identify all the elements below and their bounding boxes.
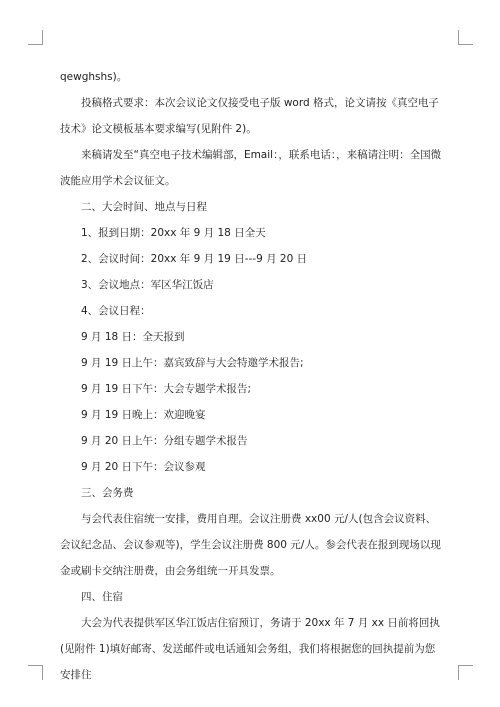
section-heading: 三、会务费 (81, 487, 134, 499)
crop-mark-top-right (458, 30, 473, 45)
schedule-item: 9 月 19 日晚上：欢迎晚宴 (81, 409, 206, 421)
schedule-item: 9 月 19 日上午：嘉宾致辞与大会特邀学术报告; (81, 357, 304, 369)
schedule-item: 9 月 20 日上午：分组专题学术报告 (81, 435, 248, 447)
paragraph: 来稿请发至“真空电子技术编辑部，Email：，联系电话：，来稿请注明：全国微波能应用学术会议征文。 (60, 149, 442, 187)
schedule-item: 9 月 19 日下午：大会专题学术报告; (81, 383, 252, 395)
schedule-item: 9 月 20 日下午：会议参观 (81, 461, 206, 473)
paragraph: 大会为代表提供军区华江饭店住宿预订，务请于 20xx 年 7 月 xx 日前将回执(见附件 1)填好邮寄、发送邮件或电话通知会务组，我们将根据您的回执提前为您安排住 (60, 617, 440, 681)
section-heading: 四、住宿 (81, 591, 123, 603)
schedule-item: 9 月 18 日：全天报到 (81, 331, 185, 343)
list-item: 1、报到日期：20xx 年 9 月 18 日全天 (81, 227, 266, 239)
crop-mark-bottom-right (458, 665, 473, 680)
crop-mark-top-left (28, 30, 43, 45)
list-item: 2、会议时间：20xx 年 9 月 19 日---9 月 20 日 (81, 253, 308, 265)
list-item: 4、会议日程： (81, 305, 151, 317)
paragraph: 与会代表住宿统一安排，费用自理。会议注册费 xx00 元/人(包含会议资料、会议纪念品、会议参观等)，学生会议注册费 800 元/人。参会代表在报到现场以现金或刷卡交纳注册费，由会务组统一开具发票。 (60, 513, 441, 577)
crop-mark-bottom-left (28, 665, 43, 680)
section-heading: 二、大会时间、地点与日程 (81, 201, 207, 213)
document-body (60, 64, 442, 688)
list-item: 3、会议地点：军区华江饭店 (81, 279, 214, 291)
paragraph: 投稿格式要求：本次会议论文仅接受电子版 word 格式，论文请按《真空电子技术》论文模板基本要求编写(见附件 2)。 (60, 97, 439, 135)
paragraph: qewghshs)。 (60, 71, 128, 83)
